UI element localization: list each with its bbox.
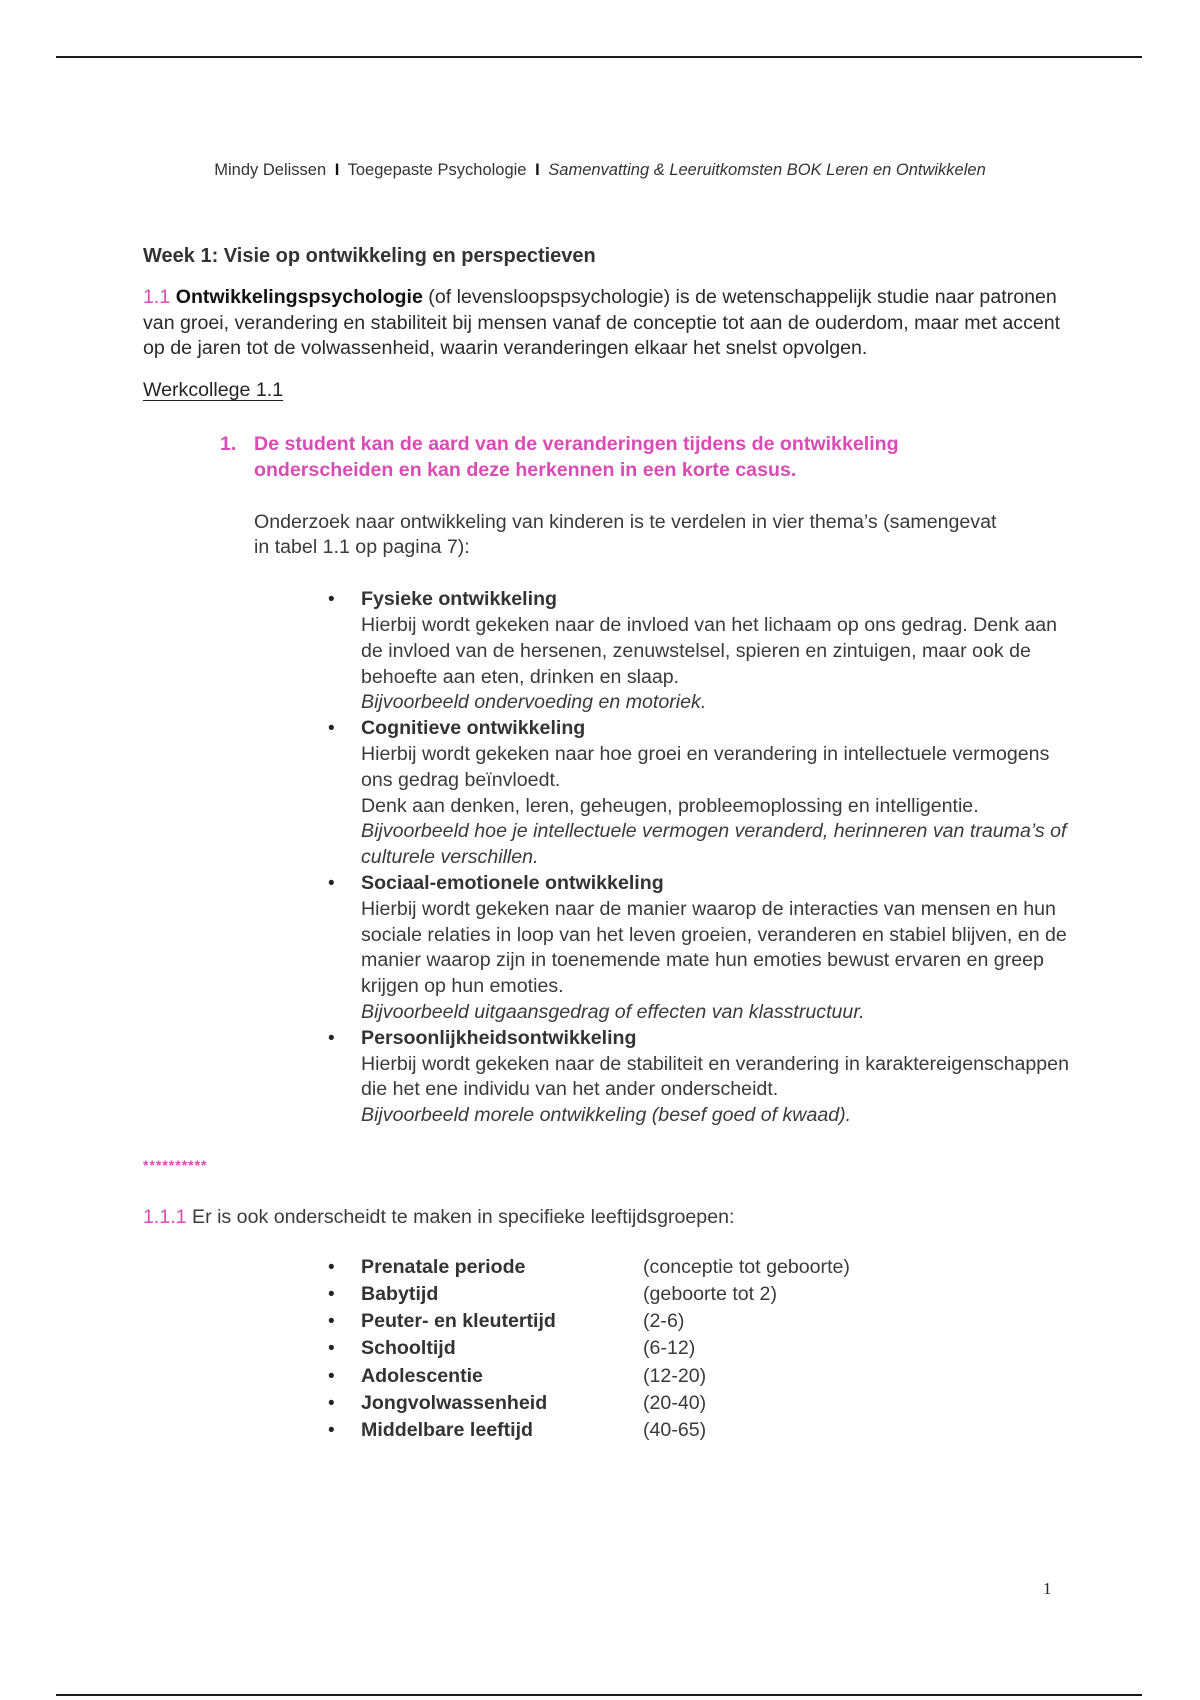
bullet-icon: • [328,1338,335,1360]
theme-text: Hierbij wordt gekeken naar de invloed van het lichaam op ons gedrag. Denk aan de invloed van de hersenen, zenuwstelsel, spieren en zintuigen, maar ook de behoefte aan eten, drinken en slaap. [361,613,1058,688]
theme-title: Fysieke ontwikkeling [361,588,558,611]
list-item [328,871,1081,1026]
theme-title: Persoonlijkheidsontwikkeling [361,1026,637,1049]
section-number: 1.1.1 [143,1205,187,1228]
section-number: 1.1 [143,285,171,308]
theme-text: Hierbij wordt gekeken naar hoe groei en verandering in intellectuele vermogens ons gedrag beïnvloedt. [361,742,1050,791]
age-group-name: Peuter- en kleutertijd [361,1310,556,1333]
age-group-name: Middelbare leeftijd [361,1419,534,1442]
bullet-icon: • [328,1365,335,1387]
themes-list [143,587,1069,1129]
objective-body: Onderzoek naar ontwikkeling van kinderen is te verdelen in vier thema’s (samengevat in tabel 1.1 op pagina 7): [254,510,997,559]
age-group-name: Babytijd [361,1282,439,1305]
top-rule [56,56,1142,58]
age-group-range: (geboorte tot 2) [643,1282,777,1305]
page-number: 1 [1043,1579,1052,1598]
intro-text: (of levensloopspsychologie) is de wetenschappelijk studie naar patronen van groei, verandering en stabiliteit bij mensen vanaf de conceptie tot aan de ouderdom, maar met accent op de jaren tot de volwassenheid, waarin veranderingen elkaar het snelst opvolgen. [143,285,1061,360]
age-group-range: (12-20) [643,1364,707,1387]
objective-text: De student kan de aard van de veranderingen tijdens de ontwikkeling onderscheiden en kan deze herkennen in een korte casus. [254,432,899,481]
bullet-icon: • [328,1311,335,1333]
bullet-icon: • [328,1420,335,1442]
bottom-rule [56,1694,1142,1696]
age-group-range: (40-65) [643,1419,707,1442]
theme-text: Denk aan denken, leren, geheugen, probleemoplossing en intelligentie. [361,794,979,817]
list-item [328,1418,1063,1445]
header-separator: I [535,161,540,179]
learning-objective [220,432,1063,484]
key-term: Ontwikkelingspsychologie [175,285,423,308]
header-separator: I [334,161,340,179]
theme-title: Sociaal-emotionele ontwikkeling [361,871,664,894]
header-program: Toegepaste Psychologie [347,161,527,179]
bullet-icon: • [328,589,335,611]
list-item [328,1309,1063,1336]
list-item [328,1364,1063,1391]
list-item [328,587,1081,716]
theme-title: Cognitieve ontwikkeling [361,717,586,740]
section-divider-stars: ********** [143,1156,208,1173]
bullet-icon: • [328,1027,335,1049]
intro-paragraph [143,285,1063,362]
list-item [328,1026,1081,1129]
age-group-name: Prenatale periode [361,1255,526,1278]
age-intro-text: Er is ook onderscheidt te maken in specifieke leeftijdsgroepen: [186,1205,735,1228]
bullet-icon: • [328,1283,335,1305]
theme-text: Hierbij wordt gekeken naar de manier waarop de interacties van mensen en hun sociale relaties in loop van het leven groeien, veranderen en stabiel blijven, en de manier waarop zijn in toenemende mate hun emoties bewust ervaren en greep krijgen op hun emoties. [361,897,1067,998]
age-group-range: (6-12) [643,1337,696,1360]
theme-example: Bijvoorbeeld hoe je intellectuele vermogen veranderd, herinneren van trauma’s of culturele verschillen. [361,820,1067,869]
theme-example: Bijvoorbeeld ondervoeding en motoriek. [361,691,707,714]
werkcollege-heading: Werkcollege 1.1 [143,379,284,402]
list-item [328,1336,1063,1363]
theme-example: Bijvoorbeeld morele ontwikkeling (besef goed of kwaad). [361,1104,852,1127]
age-group-name: Jongvolwassenheid [361,1391,548,1414]
list-item [328,716,1081,871]
age-group-range: (conceptie tot geboorte) [643,1255,850,1278]
list-item [328,1255,1063,1282]
document-body [143,244,1069,1446]
age-group-range: (2-6) [643,1310,685,1333]
age-group-range: (20-40) [643,1391,707,1414]
age-group-name: Adolescentie [361,1364,483,1387]
week-title: Week 1: Visie op ontwikkeling en perspectieven [143,245,596,267]
header-author: Mindy Delissen [214,161,327,179]
theme-example: Bijvoorbeeld uitgaansgedrag of effecten van klasstructuur. [361,1000,865,1023]
objective-number: 1. [220,432,237,455]
header-course: Samenvatting & Leeruitkomsten BOK Leren en Ontwikkelen [548,161,986,179]
list-item [328,1391,1063,1418]
age-group-name: Schooltijd [361,1337,456,1360]
age-groups-list [143,1255,1063,1446]
age-groups-intro [143,1205,1063,1231]
bullet-icon: • [328,1392,335,1414]
bullet-icon: • [328,1256,335,1278]
bullet-icon: • [328,872,335,894]
list-item [328,1282,1063,1309]
document-header [0,161,1200,180]
theme-text: Hierbij wordt gekeken naar de stabiliteit en verandering in karaktereigenschappen die het ene individu van het ander onderscheidt. [361,1052,1069,1101]
bullet-icon: • [328,718,335,740]
